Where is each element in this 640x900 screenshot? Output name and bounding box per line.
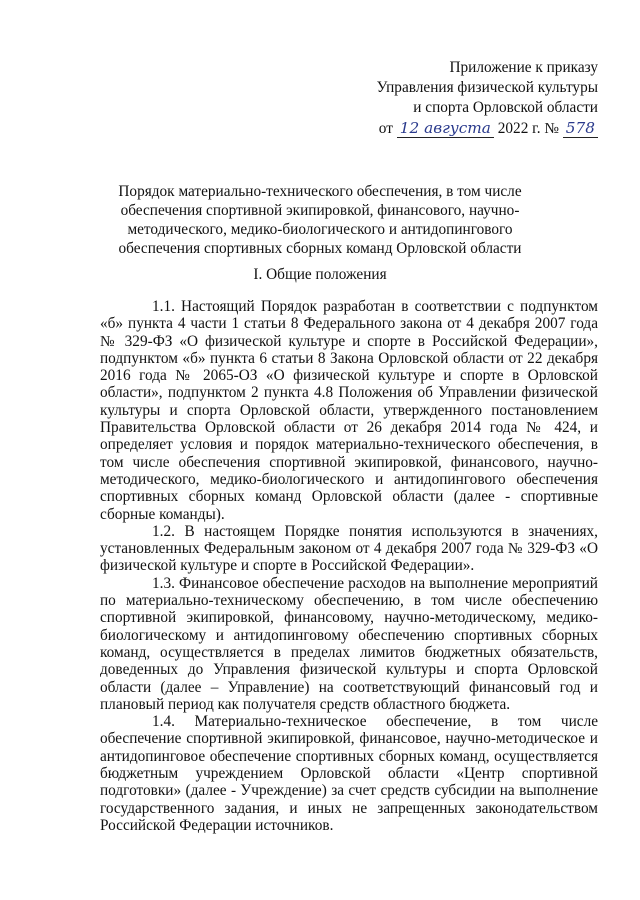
handwritten-number: 578 — [563, 119, 598, 138]
paragraph-1-2: 1.2. В настоящем Порядке понятия используются в значениях, установленных Федеральным законом от 4 декабря 2007 года № 329-ФЗ «О физической культуре и спорте в Российской Федерации». — [100, 522, 598, 575]
paragraph-1-1: 1.1. Настоящий Порядок разработан в соответствии с подпунктом «б» пункта 4 части 1 статьи 8 Федерального закона от 4 декабря 2007 года № 329-ФЗ «О физической культуре и спорте в Российской Федерации», подпунктом «б» пункта 6 статьи 8 Закона Орловской области от 22 декабря 2016 года № 2065-ОЗ «О физической культуре и спорте в Орловской области», подпунктом 2 пункта 4.8 Положения об Управлении физической культуры и спорта Орловской области, утвержденного постановлением Правительства Орловской области от 26 декабря 2014 года № 424, и определяет условия и порядок материально-технического обеспечения, в том числе обеспечения спортивной экипировкой, финансового, научно-методического, медико-биологического и антидопингового обеспечения спортивных сборных команд Орловской области (далее - спортивные сборные команды). — [100, 298, 598, 523]
appendix-line-1: Приложение к приказу — [449, 59, 598, 76]
handwritten-date: 12 августа — [397, 119, 494, 138]
date-suffix: 2022 г. № — [497, 120, 559, 137]
date-prefix: от — [378, 120, 393, 137]
paragraph-1-3: 1.3. Финансовое обеспечение расходов на выполнение мероприятий по материально-техническому обеспечению, в том числе обеспечению спортивной экипировкой, финансовому, научно-методическому, медико-биологическому и антидопинговому обеспечению спортивных сборных команд, осуществляется в пределах лимитов бюджетных обязательств, доведенных до Управления физической культуры и спорта Орловской области (далее – Управление) на соответствующий финансовый год и плановый период как получателя средств областного бюджета. — [100, 574, 598, 713]
document-body — [100, 298, 598, 834]
section-heading: I. Общие положения — [253, 266, 387, 283]
appendix-date-line — [377, 118, 598, 139]
document-title: Порядок материально-технического обеспечения, в том числе обеспечения спортивной экипировкой, финансового, научно-методического, медико-биологического и антидопингового обеспечения спортивных сборных команд Орловской области — [118, 183, 522, 257]
appendix-header — [377, 58, 598, 139]
appendix-line-3: и спорта Орловской области — [413, 99, 598, 116]
paragraph-1-4: 1.4. Материально-техническое обеспечение, в том числе обеспечение спортивной экипировкой, финансовое, научно-методическое и антидопинговое обеспечение спортивных сборных команд, осуществляется бюджетным учреждением Орловской области «Центр спортивной подготовки» (далее - Учреждение) за счет средств субсидии на выполнение государственного задания, и иных не запрещенных законодательством Российской Федерации источников. — [100, 713, 598, 834]
appendix-line-2: Управления физической культуры — [376, 79, 598, 96]
